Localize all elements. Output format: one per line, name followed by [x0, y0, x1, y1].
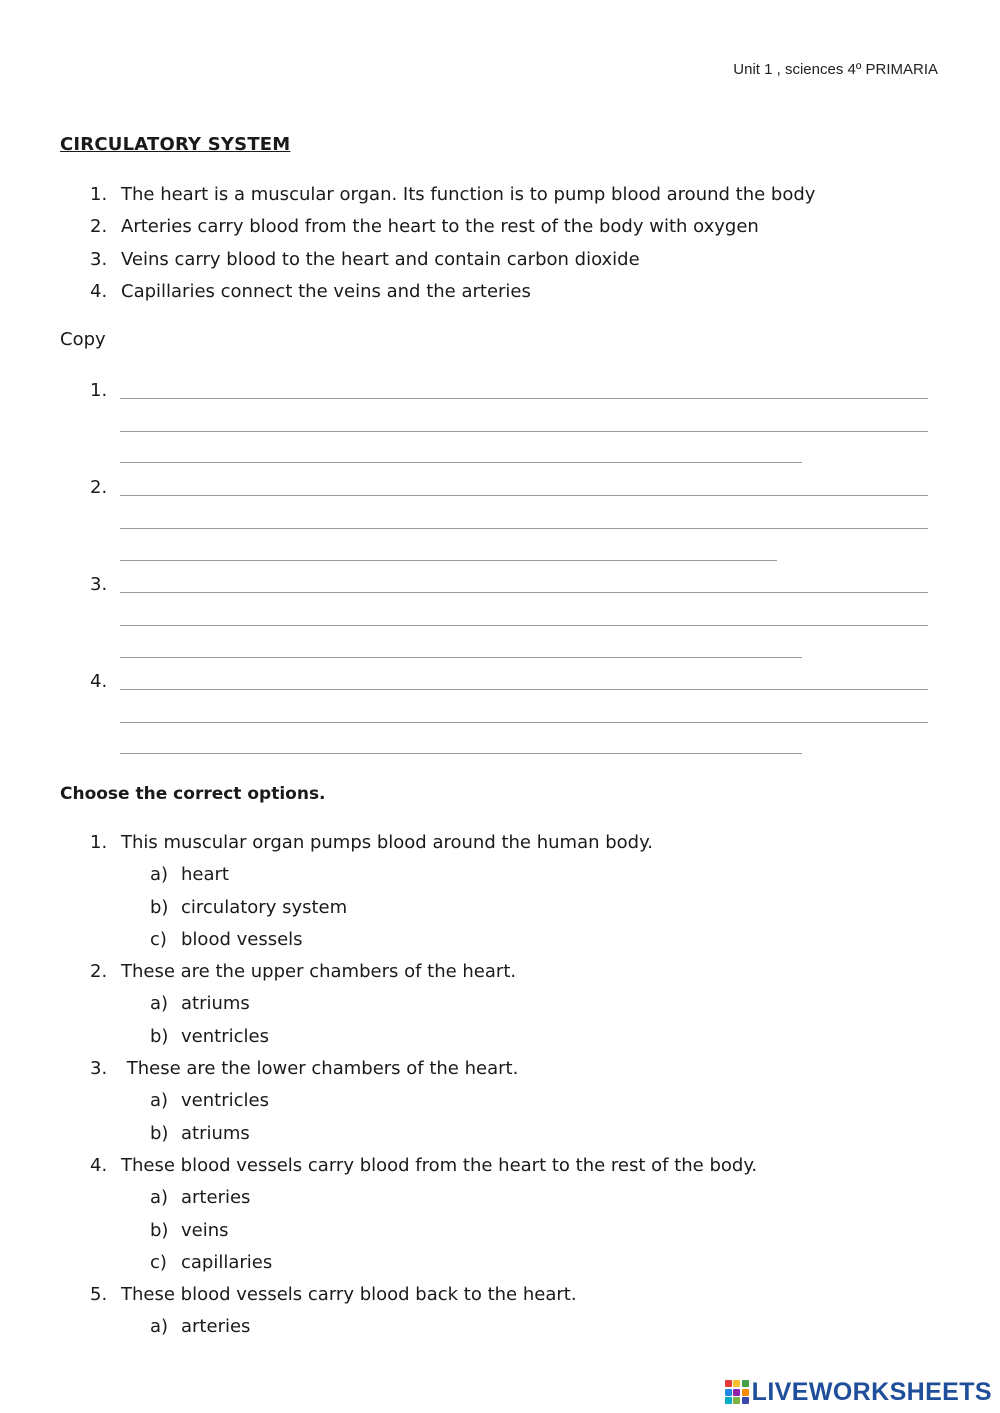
- option-text: blood vessels: [181, 929, 303, 950]
- question-3: [90, 1058, 518, 1079]
- option-letter: c): [150, 929, 167, 950]
- option-text: capillaries: [181, 1252, 273, 1273]
- statement-number: 3.: [90, 249, 108, 270]
- question-number: 2.: [90, 961, 108, 982]
- question-text: These blood vessels carry blood from the heart to the rest of the body.: [121, 1155, 758, 1176]
- writing-line[interactable]: [120, 722, 928, 723]
- copy-number-1: 1.: [90, 380, 108, 401]
- writing-line[interactable]: [120, 560, 777, 561]
- section-title-circulatory-system: CIRCULATORY SYSTEM: [60, 134, 291, 155]
- statement-text: The heart is a muscular organ. Its function is to pump blood around the body: [121, 184, 816, 205]
- option-q1-c[interactable]: [150, 929, 303, 950]
- section-title-choose-options: Choose the correct options.: [60, 784, 326, 804]
- writing-line[interactable]: [120, 625, 928, 626]
- option-q4-a[interactable]: [150, 1187, 250, 1208]
- statement-number: 4.: [90, 281, 108, 302]
- statement-3: [90, 249, 640, 270]
- option-text: heart: [181, 864, 229, 885]
- copy-number-2: 2.: [90, 477, 108, 498]
- option-q1-b[interactable]: [150, 897, 347, 918]
- statement-2: [90, 216, 759, 237]
- option-q3-a[interactable]: [150, 1090, 269, 1111]
- option-text: arteries: [181, 1187, 251, 1208]
- statement-text: Veins carry blood to the heart and contain carbon dioxide: [121, 249, 640, 270]
- option-letter: a): [150, 1090, 169, 1111]
- option-q2-a[interactable]: [150, 993, 250, 1014]
- question-2: [90, 961, 516, 982]
- statement-number: 1.: [90, 184, 108, 205]
- option-text: ventricles: [181, 1090, 269, 1111]
- question-text: These are the lower chambers of the heart.: [121, 1058, 519, 1079]
- option-text: atriums: [181, 1123, 250, 1144]
- option-letter: a): [150, 1316, 169, 1337]
- writing-line[interactable]: [120, 495, 928, 496]
- question-number: 4.: [90, 1155, 108, 1176]
- option-letter: a): [150, 864, 169, 885]
- option-q5-a[interactable]: [150, 1316, 250, 1337]
- question-5: [90, 1284, 577, 1305]
- option-letter: a): [150, 1187, 169, 1208]
- writing-line[interactable]: [120, 462, 802, 463]
- question-number: 5.: [90, 1284, 108, 1305]
- option-text: ventricles: [181, 1026, 269, 1047]
- statement-text: Arteries carry blood from the heart to the rest of the body with oxygen: [121, 216, 759, 237]
- writing-line[interactable]: [120, 431, 928, 432]
- question-number: 3.: [90, 1058, 108, 1079]
- writing-line[interactable]: [120, 528, 928, 529]
- copy-label: Copy: [60, 329, 106, 350]
- statement-number: 2.: [90, 216, 108, 237]
- option-q4-c[interactable]: [150, 1252, 272, 1273]
- logo-text: LIVEWORKSHEETS: [751, 1377, 992, 1406]
- option-text: circulatory system: [181, 897, 348, 918]
- writing-line[interactable]: [120, 753, 802, 754]
- statement-1: [90, 184, 815, 205]
- statement-text: Capillaries connect the veins and the arteries: [121, 281, 531, 302]
- question-text: These are the upper chambers of the heart.: [121, 961, 517, 982]
- option-q3-b[interactable]: [150, 1123, 250, 1144]
- option-text: arteries: [181, 1316, 251, 1337]
- option-letter: a): [150, 993, 169, 1014]
- copy-number-3: 3.: [90, 574, 108, 595]
- header-note: Unit 1 , sciences 4º PRIMARIA: [733, 61, 938, 78]
- statement-4: [90, 281, 531, 302]
- option-q1-a[interactable]: [150, 864, 229, 885]
- option-letter: b): [150, 1026, 169, 1047]
- liveworksheets-logo: [725, 1377, 992, 1407]
- question-1: [90, 832, 653, 853]
- question-4: [90, 1155, 757, 1176]
- option-text: veins: [181, 1220, 229, 1241]
- question-text: These blood vessels carry blood back to the heart.: [121, 1284, 577, 1305]
- option-letter: b): [150, 1220, 169, 1241]
- option-letter: b): [150, 1123, 169, 1144]
- question-text: This muscular organ pumps blood around the human body.: [121, 832, 653, 853]
- copy-number-4: 4.: [90, 671, 108, 692]
- option-letter: c): [150, 1252, 167, 1273]
- logo-grid-icon: [725, 1380, 749, 1404]
- writing-line[interactable]: [120, 657, 802, 658]
- option-q4-b[interactable]: [150, 1220, 229, 1241]
- option-letter: b): [150, 897, 169, 918]
- option-q2-b[interactable]: [150, 1026, 269, 1047]
- writing-line[interactable]: [120, 398, 928, 399]
- option-text: atriums: [181, 993, 250, 1014]
- writing-line[interactable]: [120, 592, 928, 593]
- question-number: 1.: [90, 832, 108, 853]
- writing-line[interactable]: [120, 689, 928, 690]
